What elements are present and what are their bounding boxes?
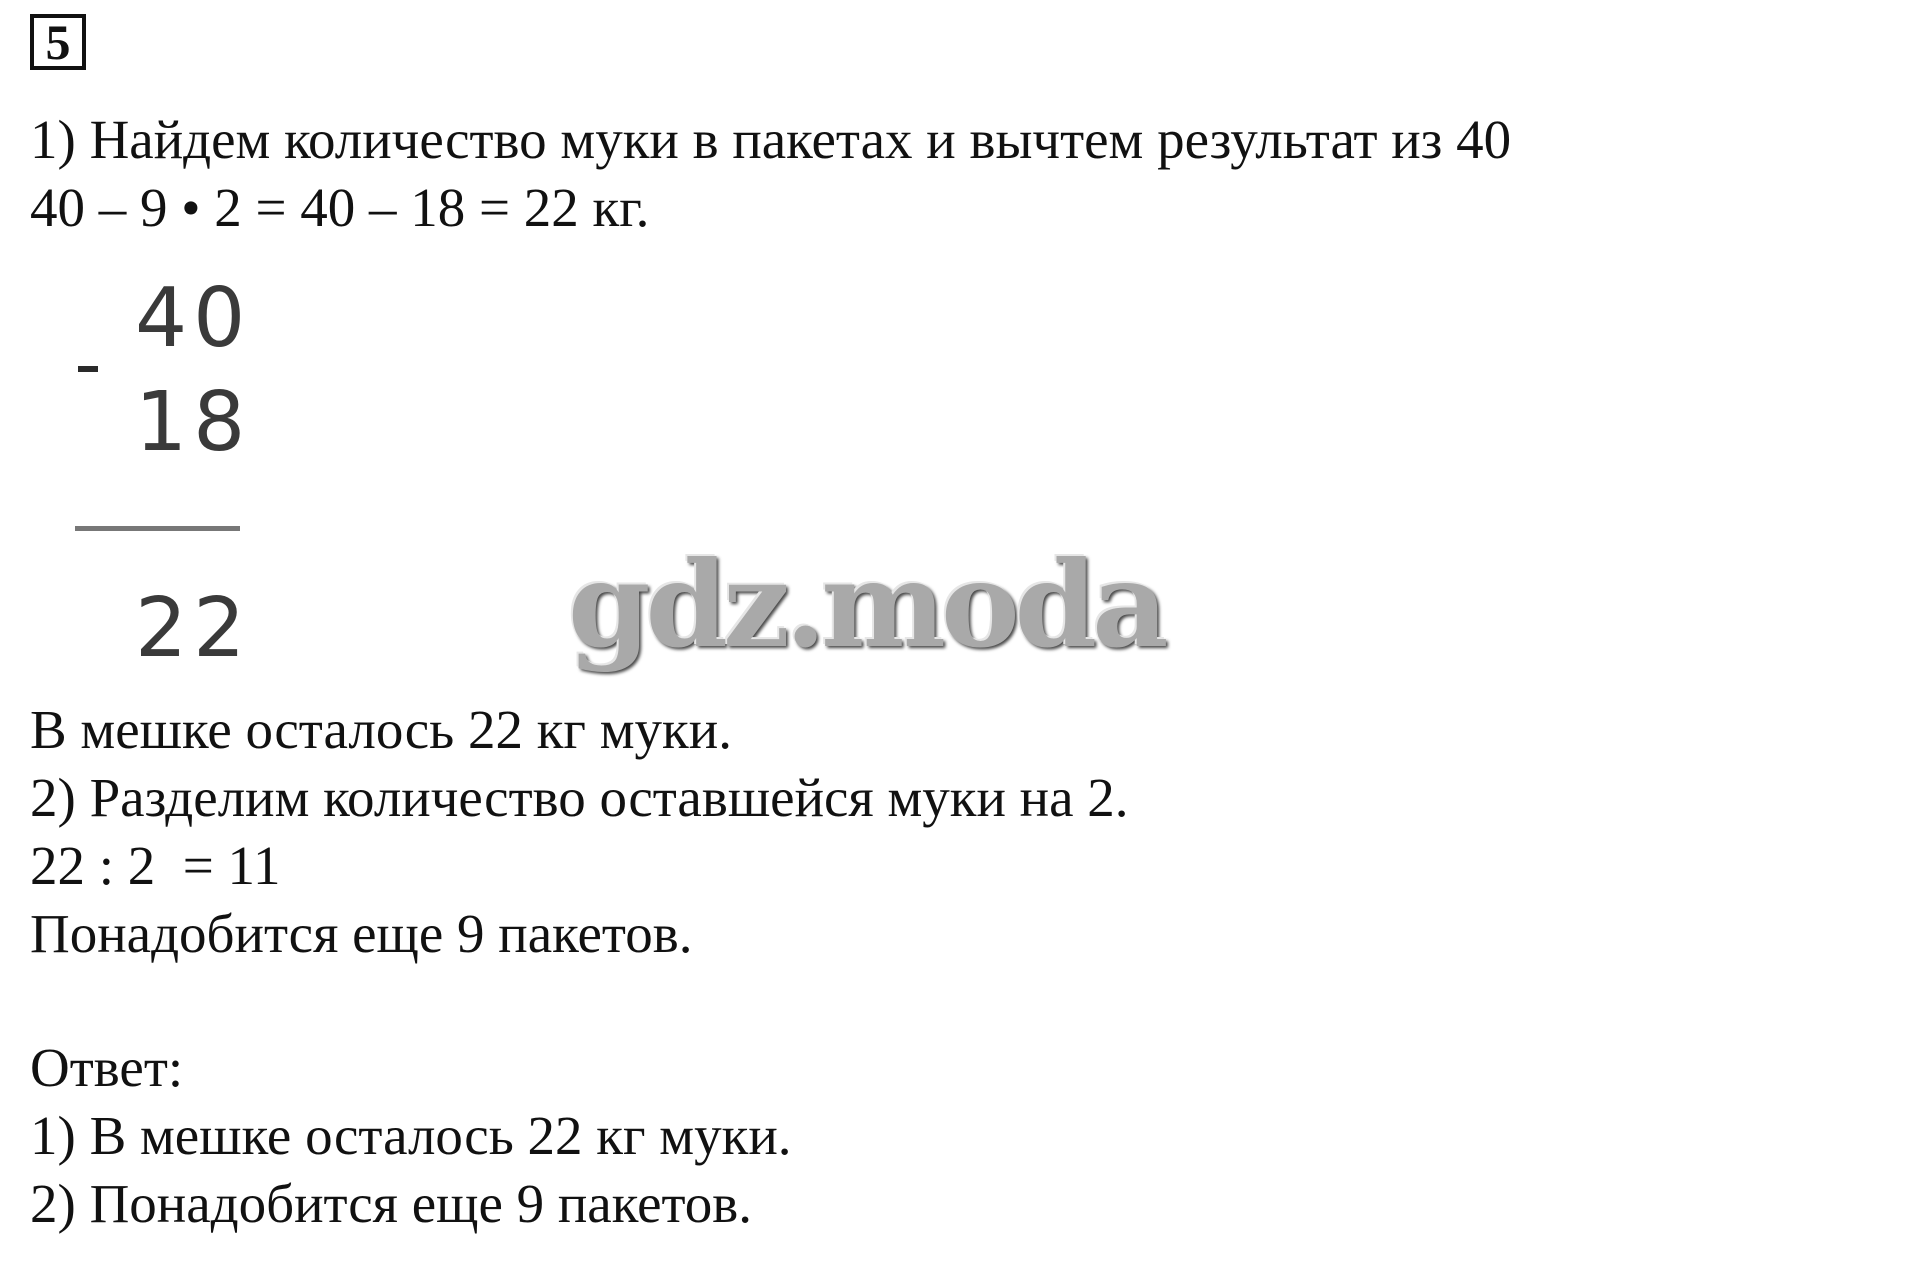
column-minuend: 40 [135, 271, 252, 366]
column-subtrahend: 18 [135, 375, 252, 470]
answer-heading: Ответ: [30, 1037, 184, 1098]
step2-text: 2) Разделим количество оставшейся муки на 2. [30, 767, 1129, 828]
watermark: gdz.moda [568, 535, 1164, 674]
step2-expression: 22 : 2 = 11 [30, 835, 281, 896]
step1-expression: 40 – 9 • 2 = 40 – 18 = 22 кг. [30, 177, 650, 238]
column-result: 22 [135, 581, 252, 676]
answer-item: 2) Понадобится еще 9 пакетов. [30, 1173, 753, 1234]
task-number-badge: 5 [30, 14, 86, 70]
answer-item: 1) В мешке осталось 22 кг муки. [30, 1105, 792, 1166]
minus-sign-icon [78, 366, 98, 372]
column-divider-line [75, 526, 240, 531]
step2-conclusion: Понадобится еще 9 пакетов. [30, 903, 693, 964]
step1-text: 1) Найдем количество муки в пакетах и вычтем результат из 40 [30, 109, 1512, 170]
result1-text: В мешке осталось 22 кг муки. [30, 699, 732, 760]
